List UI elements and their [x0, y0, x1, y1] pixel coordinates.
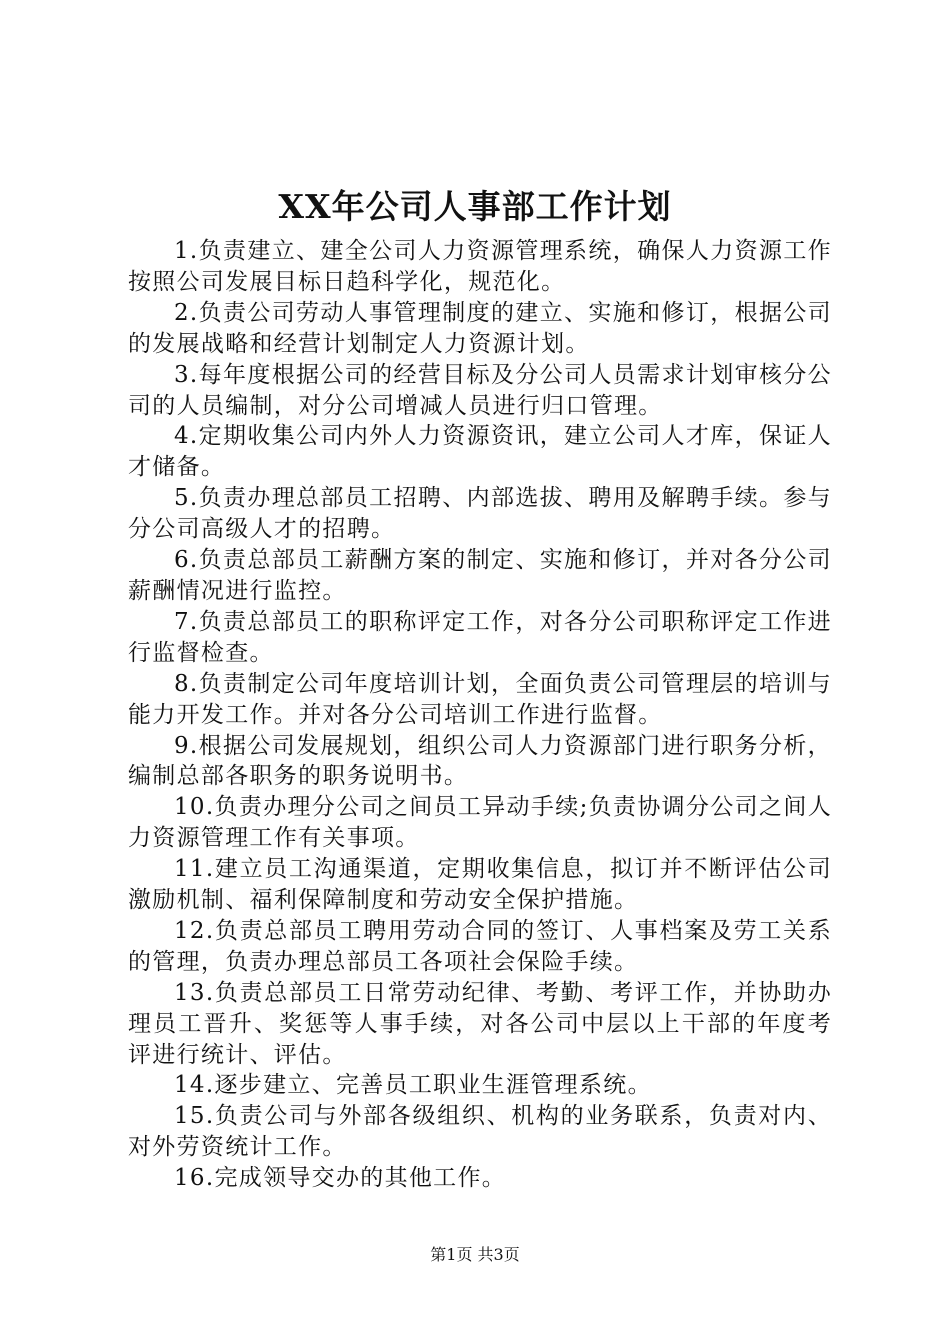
- paragraph-2: 2.负责公司劳动人事管理制度的建立、实施和修订，根据公司的发展战略和经营计划制定人力资源计划。: [128, 299, 832, 357]
- document-title: XX年公司人事部工作计划: [278, 187, 672, 226]
- page-number-footer: 第1页 共3页: [430, 1245, 520, 1264]
- paragraph-1: 1.负责建立、建全公司人力资源管理系统，确保人力资源工作按照公司发展目标日趋科学化，规范化。: [128, 238, 832, 295]
- document-body: [128, 236, 832, 1194]
- paragraph-6: 6.负责总部员工薪酬方案的制定、实施和修订，并对各分公司薪酬情况进行监控。: [128, 547, 832, 604]
- paragraph-10: 10.负责办理分公司之间员工异动手续;负责协调分公司之间人力资源管理工作有关事项。: [128, 794, 832, 852]
- paragraph-12: 12.负责总部员工聘用劳动合同的签订、人事档案及劳工关系的管理，负责办理总部员工各项社会保险手续。: [128, 917, 832, 975]
- paragraph-4: 4.定期收集公司内外人力资源资讯，建立公司人才库，保证人才储备。: [128, 423, 832, 481]
- paragraph-5: 5.负责办理总部员工招聘、内部选拔、聘用及解聘手续。参与分公司高级人才的招聘。: [128, 485, 832, 543]
- paragraph-16: 16.完成领导交办的其他工作。: [174, 1165, 507, 1192]
- paragraph-13: 13.负责总部员工日常劳动纪律、考勤、考评工作，并协助办理员工晋升、奖惩等人事手续，对各公司中层以上干部的年度考评进行统计、评估。: [128, 979, 832, 1068]
- paragraph-9: 9.根据公司发展规划，组织公司人力资源部门进行职务分析，编制总部各职务的职务说明书。: [128, 732, 832, 790]
- paragraph-8: 8.负责制定公司年度培训计划，全面负责公司管理层的培训与能力开发工作。并对各分公司培训工作进行监督。: [128, 670, 832, 728]
- paragraph-3: 3.每年度根据公司的经营目标及分公司人员需求计划审核分公司的人员编制，对分公司增减人员进行归口管理。: [128, 361, 832, 419]
- paragraph-11: 11.建立员工沟通渠道，定期收集信息，拟订并不断评估公司激励机制、福利保障制度和劳动安全保护措施。: [128, 856, 832, 914]
- paragraph-15: 15.负责公司与外部各级组织、机构的业务联系，负责对内、对外劳资统计工作。: [128, 1103, 832, 1161]
- paragraph-7: 7.负责总部员工的职称评定工作，对各分公司职称评定工作进行监督检查。: [128, 608, 832, 666]
- paragraph-14: 14.逐步建立、完善员工职业生涯管理系统。: [174, 1072, 652, 1099]
